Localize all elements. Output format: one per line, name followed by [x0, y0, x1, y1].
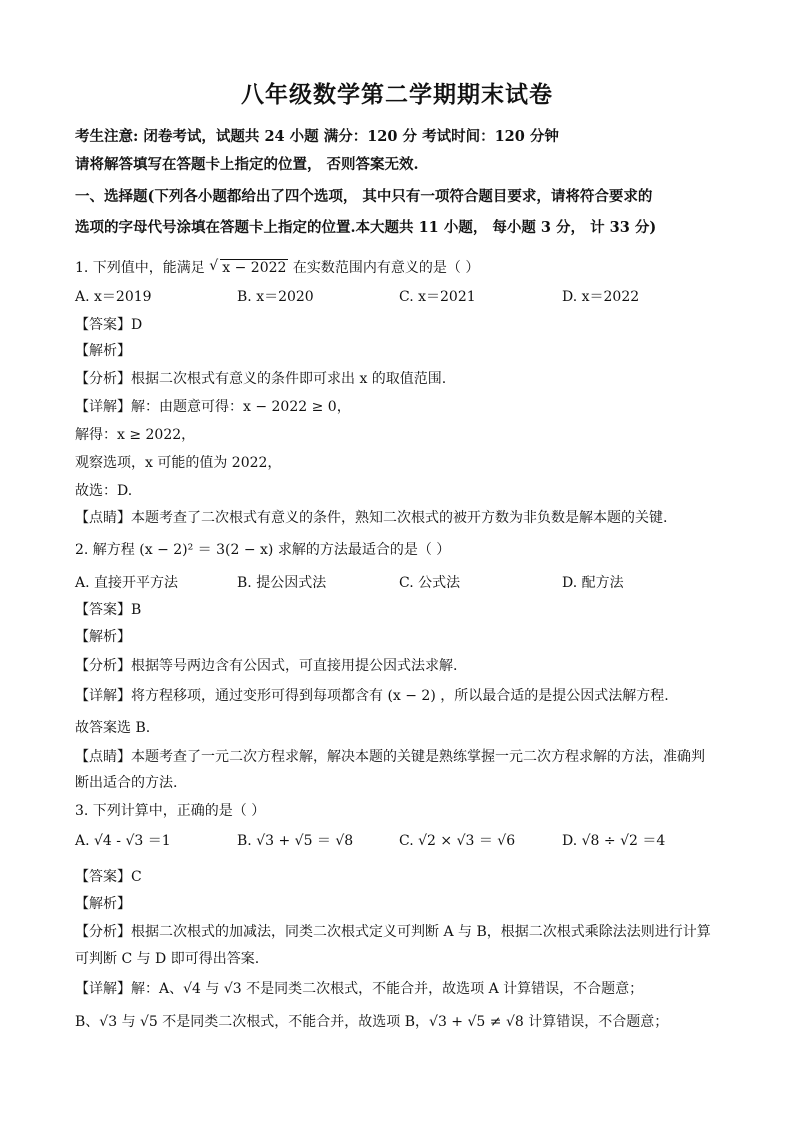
q3-option-b: B. √3 + √5 ＝ √8 — [237, 833, 354, 849]
q1-option-b: B. x＝2020 — [237, 289, 314, 305]
q2-option-c: C. 公式法 — [399, 575, 461, 591]
q1-fenxi: 【分析】根据二次根式有意义的条件即可求出 x 的取值范围. — [75, 371, 447, 387]
q3-fenxi-1: 【分析】根据二次根式的加减法，同类二次根式定义可判断 A 与 B，根据二次根式乘除法法则进行计算 — [75, 924, 711, 940]
q2-dianjing-1: 【点睛】本题考查了一元二次方程求解，解决本题的关键是熟练掌握一元二次方程求解的方法，准确判 — [75, 749, 705, 765]
q1-dianjing: 【点睛】本题考查了二次根式有意义的条件，熟知二次根式的被开方数为非负数是解本题的关键. — [75, 510, 668, 526]
q1-option-d: D. x＝2022 — [562, 289, 640, 305]
q2-xiangjie: 【详解】将方程移项，通过变形可得到每项都含有 (x − 2) ，所以最合适的是提公因式法解方程. — [75, 688, 669, 704]
q3-stem: 3. 下列计算中，正确的是（ ） — [75, 803, 266, 819]
q1-xiangjie: 【详解】解：由题意可得：x − 2022 ≥ 0， — [75, 399, 351, 415]
q1-stem-pre: 1. 下列值中，能满足 — [75, 260, 205, 276]
q3-fenxi-2: 可判断 C 与 D 即可得出答案. — [75, 951, 260, 967]
q3-option-b-explanation: B、√3 与 √5 不是同类二次根式，不能合并，故选项 B，√3 + √5 ≠ √8 计算错误，不合题意； — [75, 1014, 669, 1030]
section-heading-line-1: 一、选择题(下列各小题都给出了四个选项， 其中只有一项符合题目要求，请将符合要求的 — [75, 188, 653, 205]
q2-stem: 2. 解方程 (x − 2)² ＝ 3(2 − x) 求解的方法最适合的是（ ） — [75, 542, 451, 558]
q3-option-d: D. √8 ÷ √2 ＝4 — [562, 833, 666, 849]
notice-line-2: 请将解答填写在答题卡上指定的位置， 否则答案无效. — [75, 156, 419, 173]
q1-answer: 【答案】D — [75, 317, 143, 333]
q1-solve: 解得：x ≥ 2022， — [75, 427, 196, 443]
q1-radicand: x − 2022 — [222, 260, 287, 276]
q3-answer: 【答案】C — [75, 869, 142, 885]
q3-xiangjie: 【详解】解：A、√4 与 √3 不是同类二次根式，不能合并，故选项 A 计算错误，不合题意； — [75, 981, 644, 997]
q2-option-a: A. 直接开平方法 — [75, 575, 179, 591]
q3-option-c: C. √2 × √3 ＝ √6 — [399, 833, 516, 849]
q2-fenxi: 【分析】根据等号两边含有公因式，可直接用提公因式法求解. — [75, 658, 458, 674]
q1-option-c: C. x＝2021 — [399, 289, 476, 305]
q3-option-a: A. √4 - √3 ＝1 — [75, 833, 171, 849]
q2-answer: 【答案】B — [75, 602, 142, 618]
q1-choose: 故选：D. — [75, 483, 133, 499]
q1-radical — [209, 260, 288, 276]
q1-jiexi: 【解析】 — [75, 343, 131, 359]
q2-dianjing-2: 断出适合的方法. — [75, 775, 178, 791]
notice-line-1: 考生注意: 闭卷考试，试题共 24 小题 满分：120 分 考试时间：120 分钟 — [75, 128, 559, 145]
q3-jiexi: 【解析】 — [75, 896, 131, 912]
q1-stem — [75, 257, 479, 277]
q2-choose: 故答案选 B. — [75, 720, 151, 736]
page-title: 八年级数学第二学期期末试卷 — [241, 81, 553, 108]
q2-option-d: D. 配方法 — [562, 575, 624, 591]
section-heading-line-2: 选项的字母代号涂填在答题卡上指定的位置.本大题共 11 小题， 每小题 3 分， 计 33 分) — [75, 219, 657, 236]
q1-observe: 观察选项，x 可能的值为 2022， — [75, 455, 282, 471]
q1-option-a: A. x＝2019 — [75, 289, 152, 305]
q2-jiexi: 【解析】 — [75, 629, 131, 645]
q1-stem-post: 在实数范围内有意义的是（ ） — [292, 260, 480, 276]
q2-option-b: B. 提公因式法 — [237, 575, 327, 591]
